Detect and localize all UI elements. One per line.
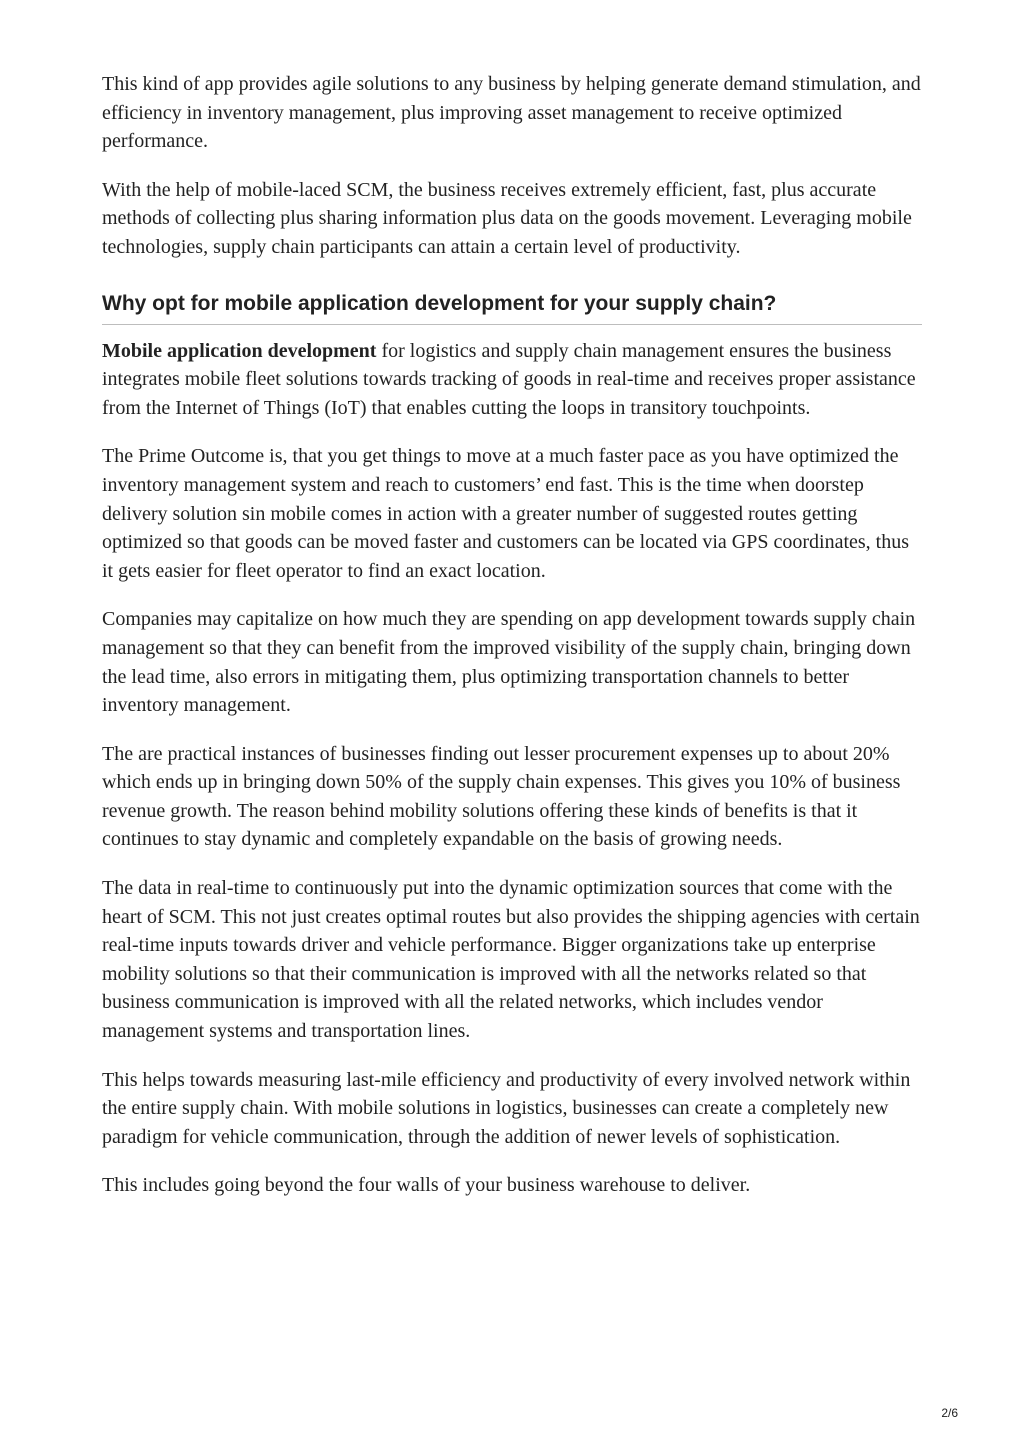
paragraph-real-time-data: The data in real-time to continuously put into the dynamic optimization sources that come with the heart of SCM. This not just creates optimal routes but also provides the shipping agencies with certain real-time inputs towards driver and vehicle performance. Bigger organizations take up enterprise mobility solutions so that their communication is improved with all the networks related so that business communication is improved with all the related networks, which includes vendor management systems and transportation lines. [102,877,920,1043]
paragraph-companies-capitalize: Companies may capitalize on how much they are spending on app development towards supply chain management so that they can benefit from the improved visibility of the supply chain, bringing down the lead time, also errors in mitigating them, plus optimizing transportation channels to better inventory management. [102,608,916,717]
paragraph-practical-instances: The are practical instances of businesses finding out lesser procurement expenses up to about 20% which ends up in bringing down 50% of the supply chain expenses. This gives you 10% of business revenue growth. The reason behind mobility solutions offering these kinds of benefits is that it continues to stay dynamic and completely expandable on the basis of growing needs. [102,742,901,851]
bold-phrase: Mobile application development [102,339,377,362]
paragraph-four-walls: This includes going beyond the four walls of your business warehouse to deliver. [102,1174,751,1197]
paragraph-app-solutions: This kind of app provides agile solutions to any business by helping generate demand stimulation, and efficiency in inventory management, plus improving asset management to receive optimized performance. [102,73,921,153]
paragraph-mobile-scm: With the help of mobile-laced SCM, the business receives extremely efficient, fast, plus accurate methods of collecting plus sharing information plus data on the goods movement. Leveraging mobile technologies, supply chain participants can attain a certain level of productivity. [102,178,912,258]
paragraph-text: for logistics and supply chain management ensures the business integrates mobile fleet solutions towards tracking of goods in real-time and receives proper assistance from the Internet of Things (IoT) that enables cutting the loops in transitory touchpoints. [102,339,916,419]
paragraph-last-mile: This helps towards measuring last-mile efficiency and productivity of every involved network within the entire supply chain. With mobile solutions in logistics, businesses can create a completely new paradigm for vehicle communication, through the addition of newer levels of sophistication. [102,1068,911,1148]
section-heading: Why opt for mobile application development for your supply chain? [102,290,922,325]
page-number: 2/6 [941,1406,958,1420]
article-body [102,70,922,1220]
paragraph-prime-outcome: The Prime Outcome is, that you get things to move at a much faster pace as you have optimized the inventory management system and reach to customers’ end fast. This is the time when doorstep delivery solution sin mobile comes in action with a greater number of suggested routes getting optimized so that goods can be moved faster and customers can be located via GPS coordinates, thus it gets easier for fleet operator to find an exact location. [102,445,910,582]
paragraph-mobile-app-development [102,337,922,423]
